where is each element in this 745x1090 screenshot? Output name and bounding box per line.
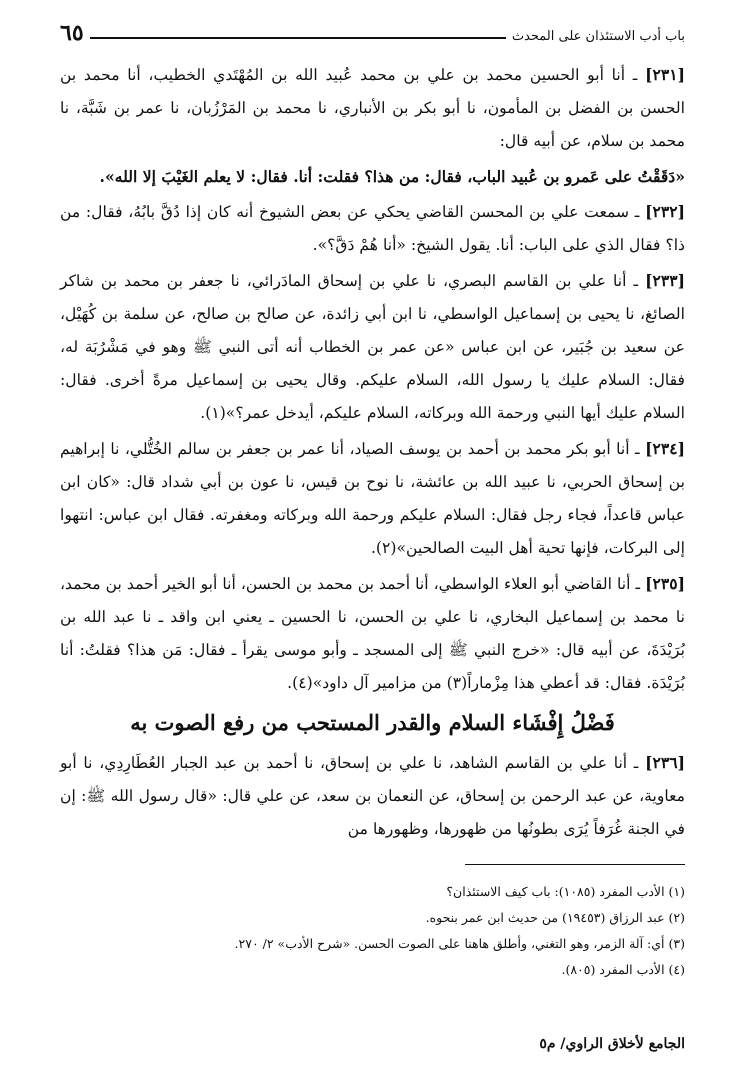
paragraph-231 [60,58,685,158]
footnote-4: (٤) الأدب المفرد (٨٠٥). [561,962,685,977]
paragraph-number: [٢٣٦] [645,753,685,772]
paragraph-text: ـ سمعت علي بن المحسن القاضي يحكي عن بعض الشيوخ أنه كان إذا دُقَّ بابُهُ، فقال: من ذا؟ فقال الذي على الباب: أنا. يقول الشيخ: «أنا هُمْ دَقَّ؟». [60,203,685,254]
paragraph-text: ـ أنا القاضي أبو العلاء الواسطي، أنا أحمد بن محمد بن الحسن، أنا أبو الخير أحمد بن محمد، نا محمد بن إسماعيل البخاري، نا علي بن الحسن، نا الحسين ـ يعني ابن واقد ـ نا عبد الله بن بُرَيْدَةَ، عن أبيه قال: «خرج النبي ﷺ إلى المسجد ـ وأبو موسى يقرأ ـ فقال: مَن هذا؟ فقلتُ: أنا بُرَيْدَة. فقال: قد أعطي هذا مِزْماراً(٣) من مزامير آل داود»(٤). [60,575,685,692]
chapter-title: باب أدب الاستئذان على المحدث [511,29,685,44]
paragraph-236 [60,746,685,846]
paragraph-number: [٢٣٥] [645,574,685,593]
main-text [60,58,685,846]
paragraph-232 [60,195,685,262]
paragraph-text: ـ أنا أبو بكر محمد بن أحمد بن يوسف الصياد، أنا عمر بن جعفر بن سالم الخُتُّلي، نا إبراهيم بن إسحاق الحربي، نا عبيد الله بن عائشة، نا نوح بن قيس، نا عون بن أبي شداد قال: «كان ابن عباس قاعداً، فجاء رجل فقال: السلام عليكم ورحمة الله وبركاته ومغفرته. فقال ابن عباس: انتهوا إلى البركات، فإنها تحية أهل البيت الصالحين»(٢). [60,440,685,557]
quote-paragraph [60,160,685,193]
paragraph-number: [٢٣٤] [645,439,685,458]
paragraph-text: «دَقَقْتُ على عَمرو بن عُبيد الباب، فقال: من هذا؟ فقلت: أنا. فقال: لا يعلم الغَيْبَ إلا الله». [99,167,685,186]
footnote-1: (١) الأدب المفرد (١٠٨٥): باب كيف الاستئذان؟ [446,884,685,899]
paragraph-233 [60,264,685,430]
section-heading: فَضْلُ إِفْشَاء السلام والقدر المستحب من رفع الصوت به [130,710,615,735]
paragraph-number: [٢٣١] [645,65,685,84]
paragraph-text: ـ أنا علي بن القاسم الشاهد، نا علي بن إسحاق، نا أحمد بن عبد الجبار العُطَارِدِي، نا أبو معاوية، عن عبد الرحمن بن إسحاق، عن النعمان بن سعد، عن علي قال: «قال رسول الله ﷺ: إن في الجنة غُرَفاً يُرَى بطونُها من ظهورها، وظهورها من [60,754,685,838]
paragraph-number: [٢٣٣] [645,271,685,290]
paragraph-234 [60,432,685,565]
footnotes [60,879,685,983]
footnote-2: (٢) عبد الرزاق (١٩٤٥٣) من حديث ابن عمر بنحوه. [425,910,685,925]
paragraph-235 [60,567,685,700]
page-footer: الجامع لأخلاق الراوي/ م٥ [539,1036,685,1052]
page-number: ٦٥ [60,20,84,46]
paragraph-text: ـ أنا أبو الحسين محمد بن علي بن محمد عُبيد الله بن المُهْتَدي الخطيب، أنا محمد بن الحسن بن الفضل بن المأمون، نا أبو بكر بن الأنباري، نا محمد بن المَرْزُبان، نا عمر بن شَبَّة، نا محمد بن سلام، عن أبيه قال: [60,66,685,150]
running-head [60,22,685,44]
header-rule [90,37,506,39]
footnote-3: (٣) أي: آلة الزمر، وهو التغني، وأطلق هاهنا على الصوت الحسن. «شرح الأدب» ٢/ ٢٧٠. [234,936,685,951]
paragraph-text: ـ أنا علي بن القاسم البصري، نا علي بن إسحاق المادَرائي، نا جعفر بن محمد بن شاكر الصائغ، نا يحيى بن إسماعيل الواسطي، نا ابن أبي زائدة، عن صالح بن صالح، عن سلمة بن كُهَيْل، عن سعيد بن جُبَير، عن ابن عباس «عن عمر بن الخطاب أنه أتى النبي ﷺ وهو في مَشْرُبَة له، فقال: السلام عليك يا رسول الله، السلام عليكم. وقال يحيى بن إسماعيل مرةً أخرى. فقال: السلام عليك أيها النبي ورحمة الله وبركاته، السلام عليكم، أيدخل عمر؟»(١). [60,272,685,422]
footnote-rule [465,864,685,865]
paragraph-number: [٢٣٢] [645,202,686,221]
